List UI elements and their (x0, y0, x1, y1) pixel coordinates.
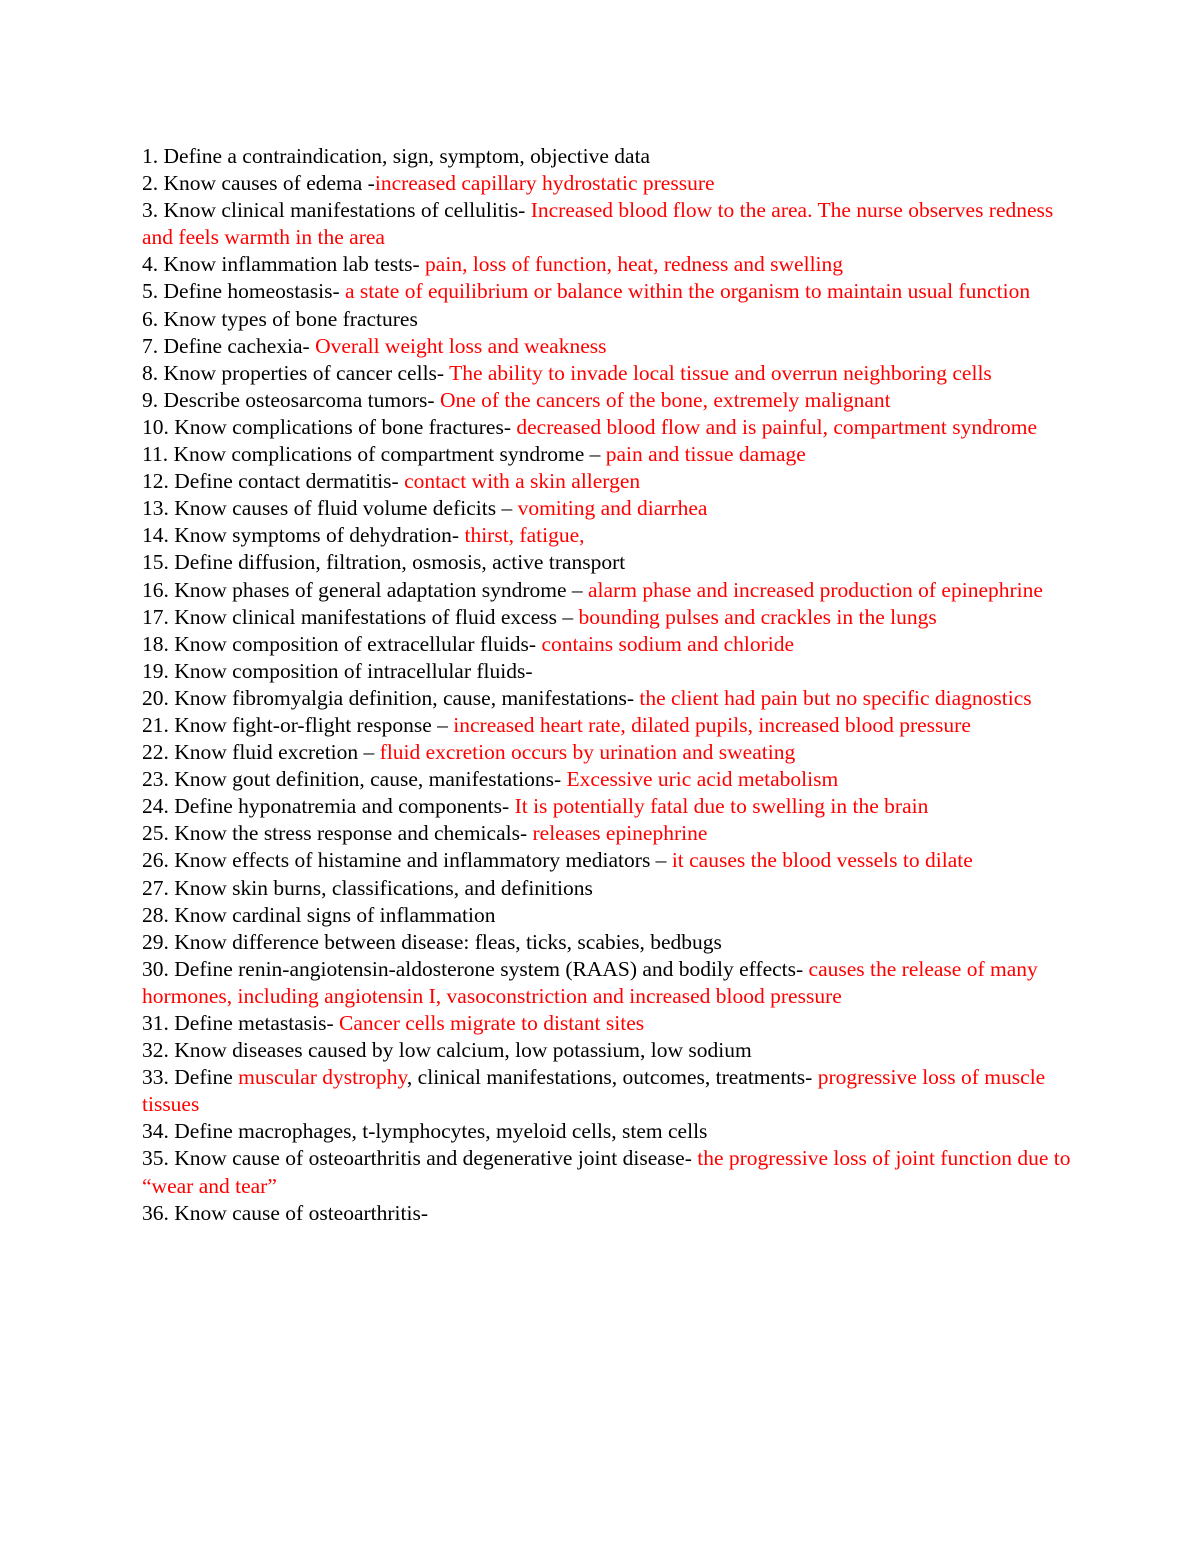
list-item (142, 468, 1072, 495)
list-item (142, 333, 1072, 360)
list-item (142, 306, 1072, 333)
question-text: 12. Define contact dermatitis- (142, 469, 405, 494)
answer-text: bounding pulses and crackles in the lungs (578, 604, 937, 629)
answer-text: it causes the blood vessels to dilate (671, 848, 973, 873)
question-text: 33. Define (142, 1065, 239, 1090)
question-text: , clinical manifestations, outcomes, treatments- (406, 1065, 818, 1090)
question-text: 13. Know causes of fluid volume deficits – (142, 496, 518, 521)
question-text: 28. Know cardinal signs of inflammation (142, 902, 496, 927)
answer-text: releases epinephrine (532, 821, 708, 846)
answer-text: a state of equilibrium or balance within the organism to maintain usual function (345, 279, 1031, 304)
list-item (142, 522, 1072, 549)
question-text: 35. Know cause of osteoarthritis and degenerative joint disease- (142, 1146, 698, 1171)
list-item (142, 197, 1072, 251)
question-text: 21. Know fight-or-flight response – (142, 712, 454, 737)
question-text: 1. Define a contraindication, sign, symptom, objective data (142, 144, 651, 168)
answer-text: progressive loss of muscle tissues (142, 1065, 1046, 1117)
list-item (142, 143, 1072, 170)
list-item (142, 739, 1072, 766)
question-text: 22. Know fluid excretion – (142, 740, 380, 765)
list-item (142, 1118, 1072, 1145)
question-text: 7. Define cachexia- (142, 333, 316, 358)
list-item (142, 1037, 1072, 1064)
list-item (142, 441, 1072, 468)
question-text: 16. Know phases of general adaptation syndrome – (142, 577, 589, 602)
answer-text: Cancer cells migrate to distant sites (339, 1011, 645, 1035)
list-item (142, 549, 1072, 576)
list-item (142, 604, 1072, 631)
list-item (142, 278, 1072, 305)
answer-text: contact with a skin allergen (404, 469, 641, 494)
question-text: 4. Know inflammation lab tests- (142, 252, 426, 277)
question-text: 27. Know skin burns, classifications, and definitions (142, 875, 593, 900)
list-item (142, 1145, 1072, 1199)
answer-text: One of the cancers of the bone, extremely malignant (439, 387, 891, 412)
answer-text: fluid excretion occurs by urination and sweating (379, 740, 796, 765)
question-text: 20. Know fibromyalgia definition, cause, manifestations- (142, 685, 640, 710)
answer-text: It is potentially fatal due to swelling in the brain (514, 794, 929, 819)
question-text: 18. Know composition of extracellular fluids- (142, 631, 542, 656)
answer-text: increased capillary hydrostatic pressure (374, 171, 715, 196)
question-text: 24. Define hyponatremia and components- (142, 794, 515, 819)
answer-text: alarm phase and increased production of epinephrine (588, 577, 1043, 602)
list-item (142, 414, 1072, 441)
list-item (142, 495, 1072, 522)
list-item (142, 1064, 1072, 1118)
answer-text: causes the release of many hormones, including angiotensin I, vasoconstriction and increased blood pressure (142, 956, 1038, 1008)
answer-text: The ability to invade local tissue and overrun neighboring cells (449, 360, 992, 385)
answer-text: Overall weight loss and weakness (315, 333, 607, 358)
question-text: 26. Know effects of histamine and inflammatory mediators – (142, 848, 672, 873)
list-item (142, 577, 1072, 604)
list-item (142, 820, 1072, 847)
list-item (142, 929, 1072, 956)
question-text: 15. Define diffusion, filtration, osmosis, active transport (142, 550, 626, 575)
answer-text: the progressive loss of joint function due to “wear and tear” (142, 1146, 1071, 1198)
list-item (142, 902, 1072, 929)
answer-text: thirst, fatigue, (464, 523, 585, 548)
question-text: 25. Know the stress response and chemicals- (142, 821, 533, 846)
answer-text: Excessive uric acid metabolism (566, 767, 839, 792)
answer-text: pain and tissue damage (605, 442, 806, 467)
question-text: 29. Know difference between disease: fleas, ticks, scabies, bedbugs (142, 929, 722, 954)
question-text: 17. Know clinical manifestations of fluid excess – (142, 604, 579, 629)
question-text: 32. Know diseases caused by low calcium, low potassium, low sodium (142, 1038, 752, 1063)
question-text: 11. Know complications of compartment syndrome – (142, 442, 606, 467)
list-item (142, 685, 1072, 712)
question-text: 6. Know types of bone fractures (142, 306, 418, 331)
question-text: 30. Define renin-angiotensin-aldosterone system (RAAS) and bodily effects- (142, 956, 809, 981)
question-text: 5. Define homeostasis- (142, 279, 346, 304)
question-text: 8. Know properties of cancer cells- (142, 360, 450, 385)
list-item (142, 712, 1072, 739)
list-item (142, 360, 1072, 387)
answer-text: Increased blood flow to the area. The nurse observes redness and feels warmth in the area (142, 198, 1054, 250)
question-text: 3. Know clinical manifestations of cellulitis- (142, 198, 531, 223)
list-item (142, 658, 1072, 685)
list-item (142, 1200, 1072, 1227)
question-text: 14. Know symptoms of dehydration- (142, 523, 465, 548)
answer-text: vomiting and diarrhea (517, 496, 708, 521)
study-guide-list (142, 143, 1072, 1227)
list-item (142, 251, 1072, 278)
list-item (142, 170, 1072, 197)
list-item (142, 766, 1072, 793)
answer-text: muscular dystrophy (238, 1065, 407, 1090)
answer-text: increased heart rate, dilated pupils, increased blood pressure (453, 712, 971, 737)
question-text: 2. Know causes of edema - (142, 171, 375, 196)
question-text: 23. Know gout definition, cause, manifestations- (142, 767, 567, 792)
question-text: 10. Know complications of bone fractures- (142, 414, 517, 439)
answer-text: the client had pain but no specific diagnostics (639, 685, 1032, 710)
list-item (142, 847, 1072, 874)
question-text: 19. Know composition of intracellular fluids- (142, 658, 533, 683)
question-text: 36. Know cause of osteoarthritis- (142, 1200, 428, 1225)
list-item (142, 387, 1072, 414)
question-text: 34. Define macrophages, t-lymphocytes, myeloid cells, stem cells (142, 1119, 708, 1144)
answer-text: decreased blood flow and is painful, compartment syndrome (516, 414, 1037, 439)
list-item (142, 631, 1072, 658)
list-item (142, 956, 1072, 1010)
list-item (142, 793, 1072, 820)
question-text: 31. Define metastasis- (142, 1011, 340, 1035)
list-item (142, 1010, 1072, 1037)
list-item (142, 875, 1072, 902)
answer-text: pain, loss of function, heat, redness and swelling (425, 252, 844, 277)
question-text: 9. Describe osteosarcoma tumors- (142, 387, 440, 412)
answer-text: contains sodium and chloride (541, 631, 795, 656)
